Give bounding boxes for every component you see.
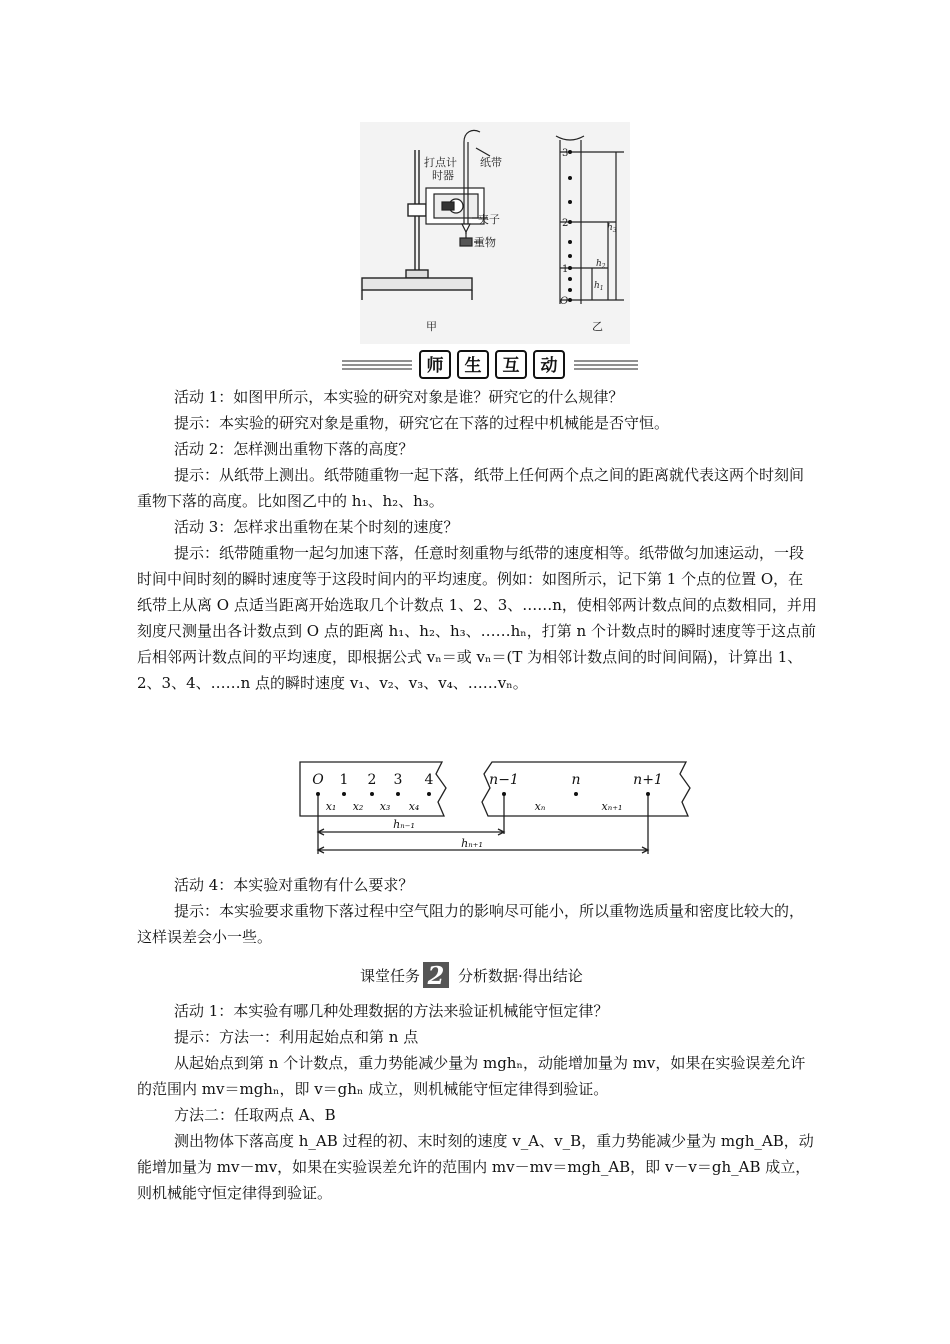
task2-method-2-title: 方法二：任取两点 A、B [174, 1106, 336, 1124]
tape-point-2: 2 [562, 218, 569, 229]
activity-1-question: 活动 1：如图甲所示，本实验的研究对象是谁？研究它的什么规律？ [174, 388, 624, 406]
task-prefix: 课堂任务 [360, 966, 421, 985]
svg-text:生: 生 [464, 356, 482, 376]
tape-point-1: 1 [562, 264, 569, 275]
section-banner [340, 348, 640, 380]
tape-label-1: 1 [339, 772, 349, 788]
task2-method-1-title: 提示：方法一：利用起始点和第 n 点 [174, 1028, 419, 1046]
tape-x3: x₃ [379, 800, 391, 813]
task2-method-1-body: 从起始点到第 n 个计数点，重力势能减少量为 mghₙ，动能增加量为 mv，如果在实验误差允许的范围内 mv＝mghₙ，即 v＝ghₙ 成立，则机械能守恒定律得到验证。 [137, 1054, 806, 1098]
tape-point-0: O [560, 296, 569, 307]
timer-device [426, 188, 484, 224]
task-heading [360, 960, 583, 990]
label-tape: 纸带 [480, 156, 502, 169]
tape-label-O: O [312, 772, 324, 788]
tape-xn: xₙ [534, 800, 546, 813]
activity-4-hint: 提示：本实验要求重物下落过程中空气阻力的影响尽可能小，所以重物选质量和密度比较大的，这样误差会小一些。 [137, 902, 805, 946]
tape-h3: $h_3$ [607, 223, 617, 234]
tape-label-4: 4 [424, 772, 434, 788]
activity-4-question: 活动 4：本实验对重物有什么要求？ [174, 876, 414, 894]
svg-text:师: 师 [426, 356, 444, 376]
task2-method-2-body: 测出物体下落高度 h_AB 过程的初、末时刻的速度 v_A、v_B，重力势能减少量为 mgh_AB，动能增加量为 mv－mv，如果在实验误差允许的范围内 mv－mv＝mgh_AB，即 v－v＝gh_AB 成立，则机械能守恒定律得到验证。 [137, 1132, 814, 1202]
label-clip: 夹子 [478, 213, 500, 226]
tape-h-n+1: hₙ₊₁ [461, 837, 483, 850]
tape-label-n+1: n+1 [633, 772, 663, 788]
task2-activity-1-question: 活动 1：本实验有哪几种处理数据的方法来验证机械能守恒定律？ [174, 1002, 609, 1020]
label-timer-1: 打点计 [424, 156, 457, 169]
activity-3-question: 活动 3：怎样求出重物在某个时刻的速度？ [174, 518, 459, 536]
tape-x1: x₁ [325, 800, 337, 813]
tape-xn+1: xₙ₊₁ [601, 800, 623, 813]
tape-label-n-1: n−1 [489, 772, 519, 788]
tape-h1: $h_1$ [594, 281, 604, 292]
caption-jia: 甲 [426, 320, 437, 333]
banner-box-4 [534, 351, 564, 378]
activity-2-hint: 提示：从纸带上测出。纸带随重物一起下落，纸带上任何两个点之间的距离就代表这两个时刻间重物下落的高度。比如图乙中的 h₁、h₂、h₃。 [137, 466, 805, 510]
tape-label-2: 2 [367, 772, 377, 788]
banner-box-3 [496, 351, 526, 378]
task-title: 分析数据·得出结论 [458, 966, 583, 985]
tape-point-3: 3 [562, 148, 569, 159]
tape-figure [292, 752, 704, 860]
banner-box-2 [458, 351, 488, 378]
apparatus-figure [360, 122, 630, 344]
activity-2-question: 活动 2：怎样测出重物下落的高度？ [174, 440, 414, 458]
task-number-badge [422, 961, 450, 989]
task-number: 2 [427, 961, 445, 989]
tape-label-3: 3 [393, 772, 403, 788]
tape-x4: x₄ [408, 800, 420, 813]
tape-h2: $h_2$ [596, 259, 606, 270]
tape-x2: x₂ [352, 800, 364, 813]
label-weight: 重物 [474, 236, 496, 249]
caption-yi: 乙 [592, 320, 603, 333]
activity-3-hint: 提示：纸带随重物一起匀加速下落，任意时刻重物与纸带的速度相等。纸带做匀加速运动，一段时间中间时刻的瞬时速度等于这段时间内的平均速度。例如：如图所示，记下第 1 个点的位置 O，在纸带上从离 O 点适当距离开始选取几个计数点 1、2、3、……n，使相邻两计数点间的点数相同，并用刻度尺测量出各计数点到 O 点的距离 h₁、h₂、h₃、……hₙ，打第 n 个计数点时的瞬时速度等于这点前后相邻两计数点间的平均速度，即根据公式 vₙ＝或 vₙ＝(T 为相邻计数点间的时间间隔)，计算出 1、2、3、4、……n 点的瞬时速度 v₁、v₂、v₃、v₄、……vₙ。 [137, 544, 817, 692]
banner-box-1 [420, 351, 450, 378]
tape-label-n: n [571, 772, 581, 788]
activity-1-hint: 提示：本实验的研究对象是重物，研究它在下落的过程中机械能是否守恒。 [174, 414, 670, 432]
svg-text:动: 动 [540, 356, 558, 376]
tape-h-n-1: hₙ₋₁ [393, 818, 415, 831]
svg-text:互: 互 [502, 356, 520, 376]
label-timer-2: 时器 [432, 169, 454, 182]
